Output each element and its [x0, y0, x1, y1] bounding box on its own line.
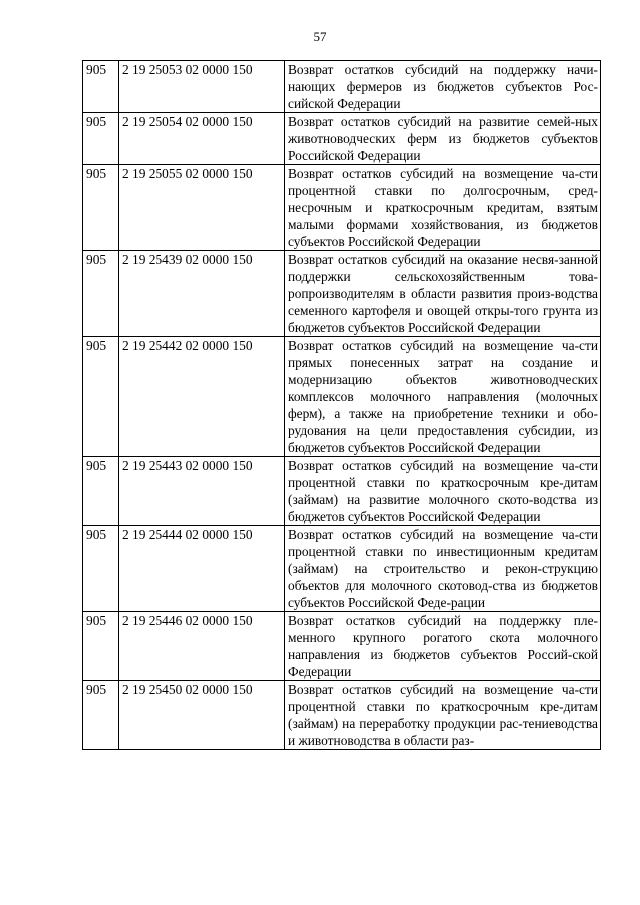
income-name-cell: Возврат остатков субсидий на возмещение ча-сти прямых понесенных затрат на создание и модернизацию объектов животноводческих комплексов молочного направления (молочных ферм), а также на приобретение техники и обо-рудования на цели предоставления субсидии, из бюджетов субъектов Российской Федерации [285, 337, 601, 457]
budget-code-cell: 2 19 25442 02 0000 150 [119, 337, 285, 457]
budget-code-cell: 2 19 25055 02 0000 150 [119, 165, 285, 251]
income-name-cell: Возврат остатков субсидий на возмещение ча-сти процентной ставки по инвестиционным кредитам (займам) на строительство и рекон-струкцию объектов для молочного скотовод-ства из бюджетов субъектов Российской Феде-рации [285, 526, 601, 612]
budget-code-cell: 2 19 25446 02 0000 150 [119, 612, 285, 681]
table-row [83, 612, 601, 681]
admin-code-cell: 905 [83, 113, 119, 165]
admin-code-cell: 905 [83, 526, 119, 612]
budget-code-cell: 2 19 25054 02 0000 150 [119, 113, 285, 165]
table-row [83, 526, 601, 612]
page-number: 57 [313, 29, 327, 44]
budget-code-cell: 2 19 25443 02 0000 150 [119, 457, 285, 526]
table-row [83, 251, 601, 337]
table-row [83, 165, 601, 251]
table-row [83, 113, 601, 165]
table-row [83, 61, 601, 113]
admin-code-cell: 905 [83, 61, 119, 113]
income-name-cell: Возврат остатков субсидий на возмещение ча-сти процентной ставки по краткосрочным кре-дитам (займам) на переработку продукции рас-тениеводства и животноводства в области раз- [285, 681, 601, 750]
table-row [83, 681, 601, 750]
admin-code-cell: 905 [83, 165, 119, 251]
income-name-cell: Возврат остатков субсидий на возмещение ча-сти процентной ставки по краткосрочным кре-дитам (займам) на развитие молочного ското-водства из бюджетов субъектов Российской Федерации [285, 457, 601, 526]
income-name-cell: Возврат остатков субсидий на оказание несвя-занной поддержки сельскохозяйственным това-ропроизводителям в области развития произ-водства семенного картофеля и овощей откры-того грунта из бюджетов субъектов Российской Федерации [285, 251, 601, 337]
income-name-cell: Возврат остатков субсидий на поддержку начи-нающих фермеров из бюджетов субъектов Рос-сийской Федерации [285, 61, 601, 113]
income-name-cell: Возврат остатков субсидий на поддержку пле-менного крупного рогатого скота молочного направления из бюджетов субъектов Россий-ской Федерации [285, 612, 601, 681]
budget-code-cell: 2 19 25450 02 0000 150 [119, 681, 285, 750]
budget-code-cell: 2 19 25439 02 0000 150 [119, 251, 285, 337]
income-name-cell: Возврат остатков субсидий на возмещение ча-сти процентной ставки по долгосрочным, сред-несрочным и краткосрочным кредитам, взятым малыми формами хозяйствования, из бюджетов субъектов Российской Федерации [285, 165, 601, 251]
admin-code-cell: 905 [83, 251, 119, 337]
income-name-cell: Возврат остатков субсидий на развитие семей-ных животноводческих ферм из бюджетов субъектов Российской Федерации [285, 113, 601, 165]
budget-code-cell: 2 19 25444 02 0000 150 [119, 526, 285, 612]
admin-code-cell: 905 [83, 681, 119, 750]
table-row [83, 457, 601, 526]
admin-code-cell: 905 [83, 337, 119, 457]
budget-classification-table [82, 60, 601, 750]
table-row [83, 337, 601, 457]
budget-code-cell: 2 19 25053 02 0000 150 [119, 61, 285, 113]
admin-code-cell: 905 [83, 457, 119, 526]
admin-code-cell: 905 [83, 612, 119, 681]
